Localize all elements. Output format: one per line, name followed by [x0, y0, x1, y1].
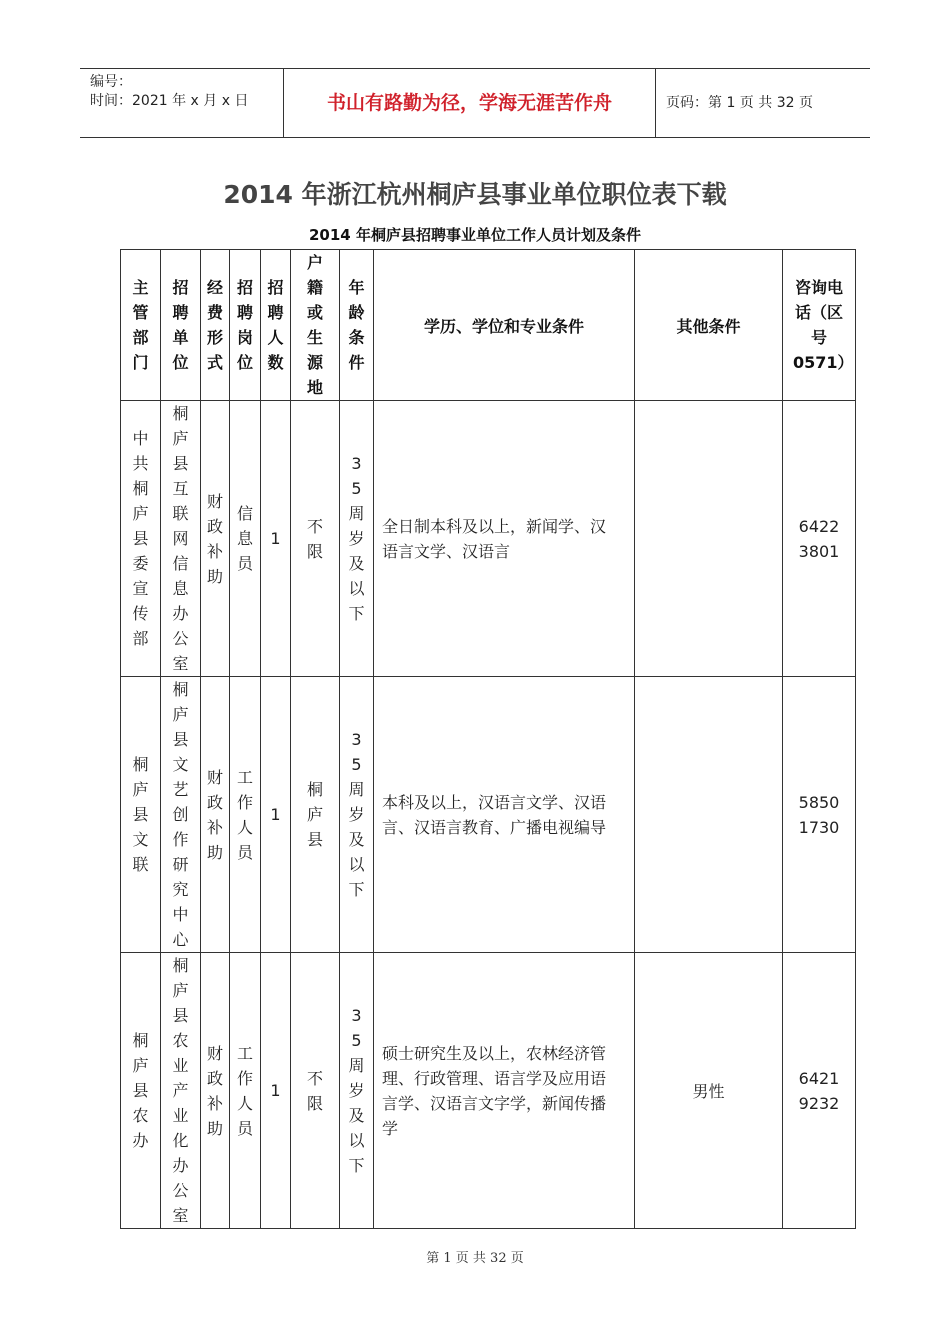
cell-dept: 中共桐庐县委宣传部 — [121, 401, 161, 677]
header-meta — [80, 69, 283, 137]
cell-phone: 58501730 — [783, 677, 856, 953]
cell-unit: 桐庐县农业产业化办公室 — [161, 953, 201, 1229]
cell-funding: 财政补助 — [201, 401, 230, 677]
col-header-unit: 招聘单位 — [161, 250, 201, 401]
col-header-count: 招聘人数 — [261, 250, 291, 401]
cell-count: 1 — [261, 401, 291, 677]
document-title: 2014 年浙江杭州桐庐县事业单位职位表下载 — [223, 180, 727, 209]
cell-hukou: 不限 — [291, 401, 340, 677]
cell-dept: 桐庐县文联 — [121, 677, 161, 953]
header-page-code: 页码：第 1 页 共 32 页 — [666, 95, 813, 111]
cell-education: 全日制本科及以上，新闻学、汉语言文学、汉语言 — [374, 401, 635, 677]
col-header-other: 其他条件 — [635, 250, 783, 401]
cell-education: 本科及以上，汉语言文学、汉语言、汉语言教育、广播电视编导 — [374, 677, 635, 953]
table-row — [121, 677, 856, 953]
header-motto: 书山有路勤为径，学海无涯苦作舟 — [283, 69, 656, 137]
number-label: 编号： — [90, 74, 132, 90]
cell-unit: 桐庐县互联网信息办公室 — [161, 401, 201, 677]
table-row — [121, 401, 856, 677]
cell-position: 信息员 — [230, 401, 261, 677]
cell-education: 硕士研究生及以上，农林经济管理、行政管理、语言学及应用语言学、汉语言文字学，新闻传播学 — [374, 953, 635, 1229]
cell-count: 1 — [261, 677, 291, 953]
cell-dept: 桐庐县农办 — [121, 953, 161, 1229]
page-footer: 第 1 页 共 32 页 — [426, 1251, 524, 1266]
cell-funding: 财政补助 — [201, 953, 230, 1229]
time-label: 时间：2021 年 x 月 x 日 — [90, 93, 249, 109]
cell-count: 1 — [261, 953, 291, 1229]
col-header-position: 招聘岗位 — [230, 250, 261, 401]
col-header-hukou: 户籍或生源地 — [291, 250, 340, 401]
cell-unit: 桐庐县文艺创作研究中心 — [161, 677, 201, 953]
document-subtitle: 2014 年桐庐县招聘事业单位工作人员计划及条件 — [309, 226, 641, 244]
cell-other — [635, 401, 783, 677]
cell-funding: 财政补助 — [201, 677, 230, 953]
col-header-education: 学历、学位和专业条件 — [374, 250, 635, 401]
cell-position: 工作人员 — [230, 677, 261, 953]
cell-other: 男性 — [635, 953, 783, 1229]
col-header-phone: 咨询电话（区号0571） — [783, 250, 856, 401]
recruitment-table — [120, 249, 856, 1229]
cell-hukou: 桐庐县 — [291, 677, 340, 953]
col-header-age: 年龄条件 — [340, 250, 374, 401]
cell-hukou: 不限 — [291, 953, 340, 1229]
cell-other — [635, 677, 783, 953]
cell-phone: 64223801 — [783, 401, 856, 677]
document-header — [80, 68, 870, 138]
table-header-row — [121, 250, 856, 401]
cell-age: 35周岁及以下 — [340, 401, 374, 677]
cell-age: 35周岁及以下 — [340, 677, 374, 953]
col-header-dept: 主管部门 — [121, 250, 161, 401]
col-header-funding: 经费形式 — [201, 250, 230, 401]
cell-position: 工作人员 — [230, 953, 261, 1229]
cell-phone: 64219232 — [783, 953, 856, 1229]
cell-age: 35周岁及以下 — [340, 953, 374, 1229]
table-row — [121, 953, 856, 1229]
